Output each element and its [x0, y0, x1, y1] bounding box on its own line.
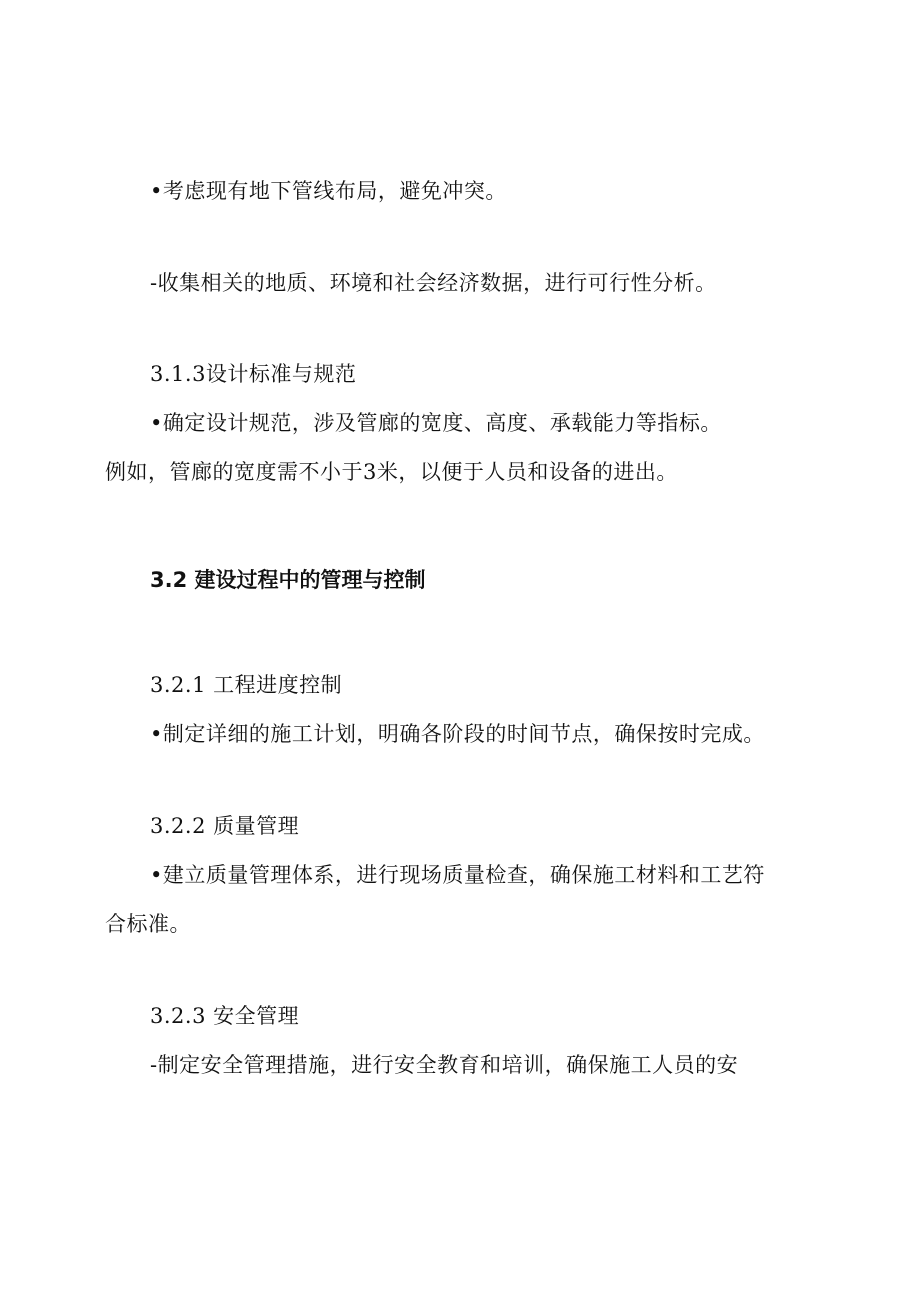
subsection-heading: 3.2.3 安全管理 [150, 1004, 300, 1028]
dash-paragraph: -制定安全管理措施，进行安全教育和培训，确保施工人员的安 [150, 1053, 739, 1077]
dash-paragraph: -收集相关的地质、环境和社会经济数据，进行可行性分析。 [150, 271, 717, 295]
bullet-paragraph: •建立质量管理体系，进行现场质量检查，确保施工材料和工艺符 [150, 863, 765, 887]
bullet-paragraph: •考虑现有地下管线布局，避免冲突。 [150, 179, 507, 203]
subsection-heading: 3.2.2 质量管理 [150, 814, 300, 838]
subsection-heading: 3.1.3设计标准与规范 [150, 362, 357, 386]
bullet-paragraph: •确定设计规范，涉及管廊的宽度、高度、承载能力等指标。 [150, 411, 722, 435]
bullet-paragraph: •制定详细的施工计划，明确各阶段的时间节点，确保按时完成。 [150, 722, 765, 746]
paragraph-continuation: 合标准。 [105, 912, 191, 936]
section-heading: 3.2 建设过程中的管理与控制 [150, 568, 426, 592]
subsection-heading: 3.2.1 工程进度控制 [150, 673, 343, 697]
paragraph-continuation: 例如，管廊的宽度需不小于3米，以便于人员和设备的进出。 [105, 460, 678, 484]
